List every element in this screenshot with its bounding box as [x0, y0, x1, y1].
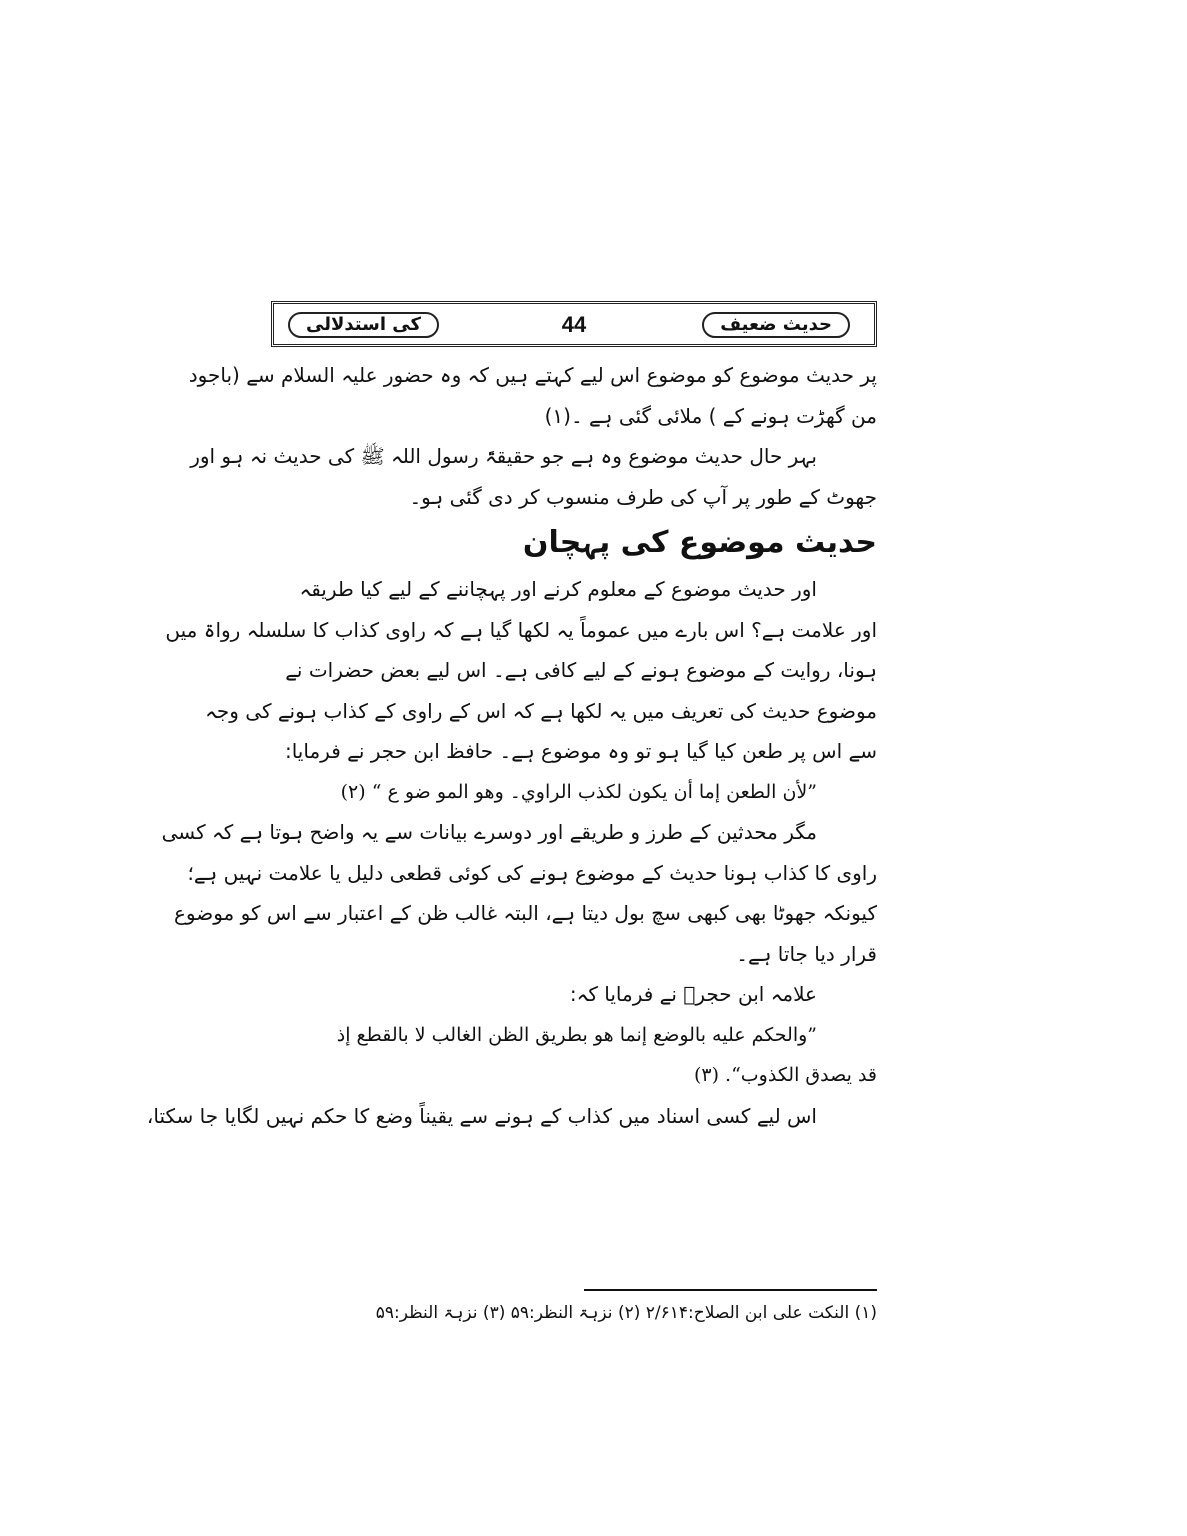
body-line: اور علامت ہے؟ اس بارے میں عموماً یہ لکھا گیا ہے کہ راوی کذاب کا سلسلہ رواۃ میں	[165, 617, 877, 642]
body-line: موضوع حدیث کی تعریف میں یہ لکھا ہے کہ اس کے راوی کے کذاب ہونے کی وجہ	[205, 698, 877, 723]
body-line: من گھڑت ہونے کے ) ملائی گئی ہے ۔(۱)	[544, 403, 877, 428]
header-book-title: حدیث ضعیف	[702, 312, 850, 338]
arabic-quote: ”والحكم عليه بالوضع إنما هو بطريق الظن الغالب لا بالقطع إذ	[336, 1023, 817, 1046]
page-number: 44	[561, 312, 587, 337]
footnote: (۱) النکت علی ابن الصلاح:۲/۶۱۴ (۲) نزہۃ النظر:۵۹ (۳) نزہۃ النظر:۵۹	[375, 1303, 877, 1323]
body-line: علامہ ابن حجرؒ نے فرمایا کہ:	[569, 982, 817, 1006]
arabic-quote: قد يصدق الكذوب“. (۳)	[693, 1064, 877, 1086]
page-body	[146, 355, 877, 1136]
body-line: مگر محدثین کے طرز و طریقے اور دوسرے بیانات سے یہ واضح ہوتا ہے کہ کسی	[161, 820, 817, 844]
body-line: قرار دیا جاتا ہے۔	[736, 941, 877, 966]
section-heading: حدیث موضوع کی پہچان	[522, 525, 877, 560]
body-line: پر حدیث موضوع کو موضوع اس لیے کہتے ہیں کہ وہ حضور علیہ السلام سے (باجود	[188, 363, 877, 387]
arabic-quote: ”لأن الطعن إما أن يكون لكذب الراوي۔ وهو المو ضو ع “ (۲)	[340, 780, 817, 803]
body-line: سے اس پر طعن کیا گیا ہو تو وہ موضوع ہے۔ حافظ ابن حجر نے فرمایا:	[284, 739, 877, 763]
body-line: اس لیے کسی اسناد میں کذاب کے ہونے سے یقیناً وضع کا حکم نہیں لگایا جا سکتا،	[146, 1103, 817, 1128]
footnote-divider	[584, 1289, 877, 1291]
body-line: راوی کا کذاب ہونا حدیث کے موضوع ہونے کی کوئی قطعی دلیل یا علامت نہیں ہے؛	[187, 860, 877, 885]
running-header	[271, 301, 877, 347]
body-line: کیونکہ جھوٹا بھی کبھی سچ بول دیتا ہے، البتہ غالب ظن کے اعتبار سے اس کو موضوع	[173, 901, 877, 925]
header-book-subtitle: کی استدلالی	[288, 312, 439, 338]
body-line: ہونا، روایت کے موضوع ہونے کے لیے کافی ہے۔ اس لیے بعض حضرات نے	[285, 658, 877, 682]
body-line: بہر حال حدیث موضوع وہ ہے جو حقیقۃً رسول اللہ ﷺ کی حدیث نہ ہو اور	[190, 444, 817, 468]
body-line: اور حدیث موضوع کے معلوم کرنے اور پہچاننے کے لیے کیا طریقہ	[299, 577, 817, 601]
body-line: جھوٹ کے طور پر آپ کی طرف منسوب کر دی گئی ہو۔	[409, 484, 877, 509]
